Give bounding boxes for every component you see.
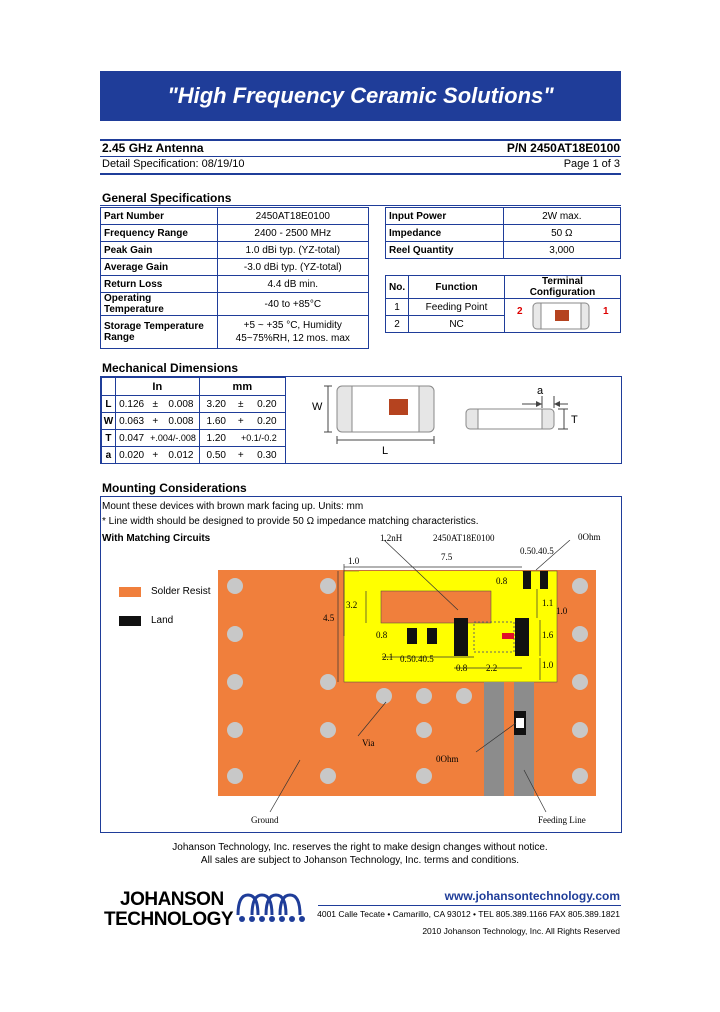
product-title: 2.45 GHz Antenna [102,141,204,155]
logo-technology: TECHNOLOGY [104,909,234,930]
pcb-layout-diagram [218,540,598,828]
copyright: 2010 Johanson Technology, Inc. All Rights Reserved [422,926,620,936]
table-row: Operating Temperature -40 to +85°C [101,293,369,316]
logo-wave-icon [234,889,314,927]
legend-swatch-land [119,616,141,626]
general-spec-table [100,207,369,349]
table-row: Input Power 2W max. [386,208,621,225]
dim-label: 3.2 [346,600,358,610]
feeding-line-label: Feeding Line [538,815,586,825]
mounting-note-1: Mount these devices with brown mark facing up. Units: mm [102,501,364,512]
dim-label-a: a [537,385,544,397]
table-row: Peak Gain 1.0 dBi typ. (YZ-total) [101,242,369,259]
terminal-config-cell [504,299,620,333]
antenna-label: 2450AT18E0100 [433,533,495,543]
table-row: Reel Quantity 3,000 [386,242,621,259]
dim-label: 7.5 [441,552,453,562]
divider [100,156,621,157]
website-link[interactable]: www.johansontechnology.com [444,889,620,903]
dim-label: 0.8 [456,663,468,673]
dim-label: 0.50.40.5 [400,654,434,664]
section-heading-mechanical: Mechanical Dimensions [102,361,239,375]
table-row: a 0.020 + 0.012 0.50 + 0.30 [102,447,286,464]
inductor-label: 1.2nH [380,533,403,543]
terminal-table [385,275,621,333]
via-label: Via [362,738,375,748]
dim-label: 0.8 [376,630,388,640]
table-row: Impedance 50 Ω [386,225,621,242]
section-heading-general: General Specifications [102,191,232,205]
part-number-title: P/N 2450AT18E0100 [506,141,620,155]
legend-solder-label: Solder Resist [151,586,211,597]
dim-label: 1.0 [542,660,554,670]
logo-johanson: JOHANSON [120,889,224,910]
legend-land-label: Land [151,615,174,626]
table-row: Storage Temperature Range +5 ~ +35 °C, Humidity 45~75%RH, 12 mos. max [101,316,369,349]
table-row: W 0.063 + 0.008 1.60 + 0.20 [102,413,286,430]
dim-label: 1.1 [542,598,554,608]
table-row: 2 NC [386,316,621,333]
table-row: Part Number 2450AT18E0100 [101,208,369,225]
banner-title: "High Frequency Ceramic Solutions" [100,71,621,121]
divider [318,905,621,906]
dim-label: 1.0 [556,606,568,616]
dim-label-t: T [571,414,578,426]
address: 4001 Calle Tecate • Camarillo, CA 93012 • TEL 805.389.1166 FAX 805.389.1821 [317,909,620,919]
page-number: Page 1 of 3 [563,158,620,170]
table-row: No. Function Terminal Configuration [386,276,621,299]
table-row: L 0.126 ± 0.008 3.20 ± 0.20 [102,396,286,413]
chip-icon [531,300,593,332]
dim-label: 1.6 [542,630,554,640]
disclaimer-1: Johanson Technology, Inc. reserves the right to make design changes without notice. [172,842,548,853]
detail-spec: Detail Specification: 08/19/10 [102,158,245,170]
table-row: T 0.047 +.004/-.008 1.20 +0.1/-0.2 [102,430,286,447]
pin-label: 2 [516,306,523,317]
general-spec-table-right [385,207,621,259]
pin-label: 1 [602,306,609,317]
dimension-table [101,377,286,464]
dim-label: 2.1 [382,652,394,662]
with-matching-label: With Matching Circuits [102,533,211,544]
dim-label: 1.0 [348,556,360,566]
dim-label: 0Ohm [578,532,601,542]
divider [100,173,621,175]
disclaimer-2: All sales are subject to Johanson Technology, Inc. terms and conditions. [200,855,520,866]
table-row: Return Loss 4.4 dB min. [101,276,369,293]
dim-label: 0.8 [496,576,508,586]
table-row: In mm [102,378,286,396]
divider [100,205,621,206]
table-row: 1 Feeding Point 2 1 [386,299,621,316]
legend-swatch-solder [119,587,141,597]
dim-label-l: L [382,445,389,457]
table-row: Average Gain -3.0 dBi typ. (YZ-total) [101,259,369,276]
dim-label: 4.5 [323,613,335,623]
section-heading-mounting: Mounting Considerations [102,481,247,495]
resistor-label: 0Ohm [436,754,459,764]
table-row: Frequency Range 2400 - 2500 MHz [101,225,369,242]
ground-label: Ground [251,815,279,825]
dim-label: 2.2 [486,663,498,673]
dim-label: 0.50.40.5 [520,546,554,556]
mounting-note-2: * Line width should be designed to provide 50 Ω impedance matching characteristics. [102,516,479,527]
dim-label-w: W [312,401,323,413]
